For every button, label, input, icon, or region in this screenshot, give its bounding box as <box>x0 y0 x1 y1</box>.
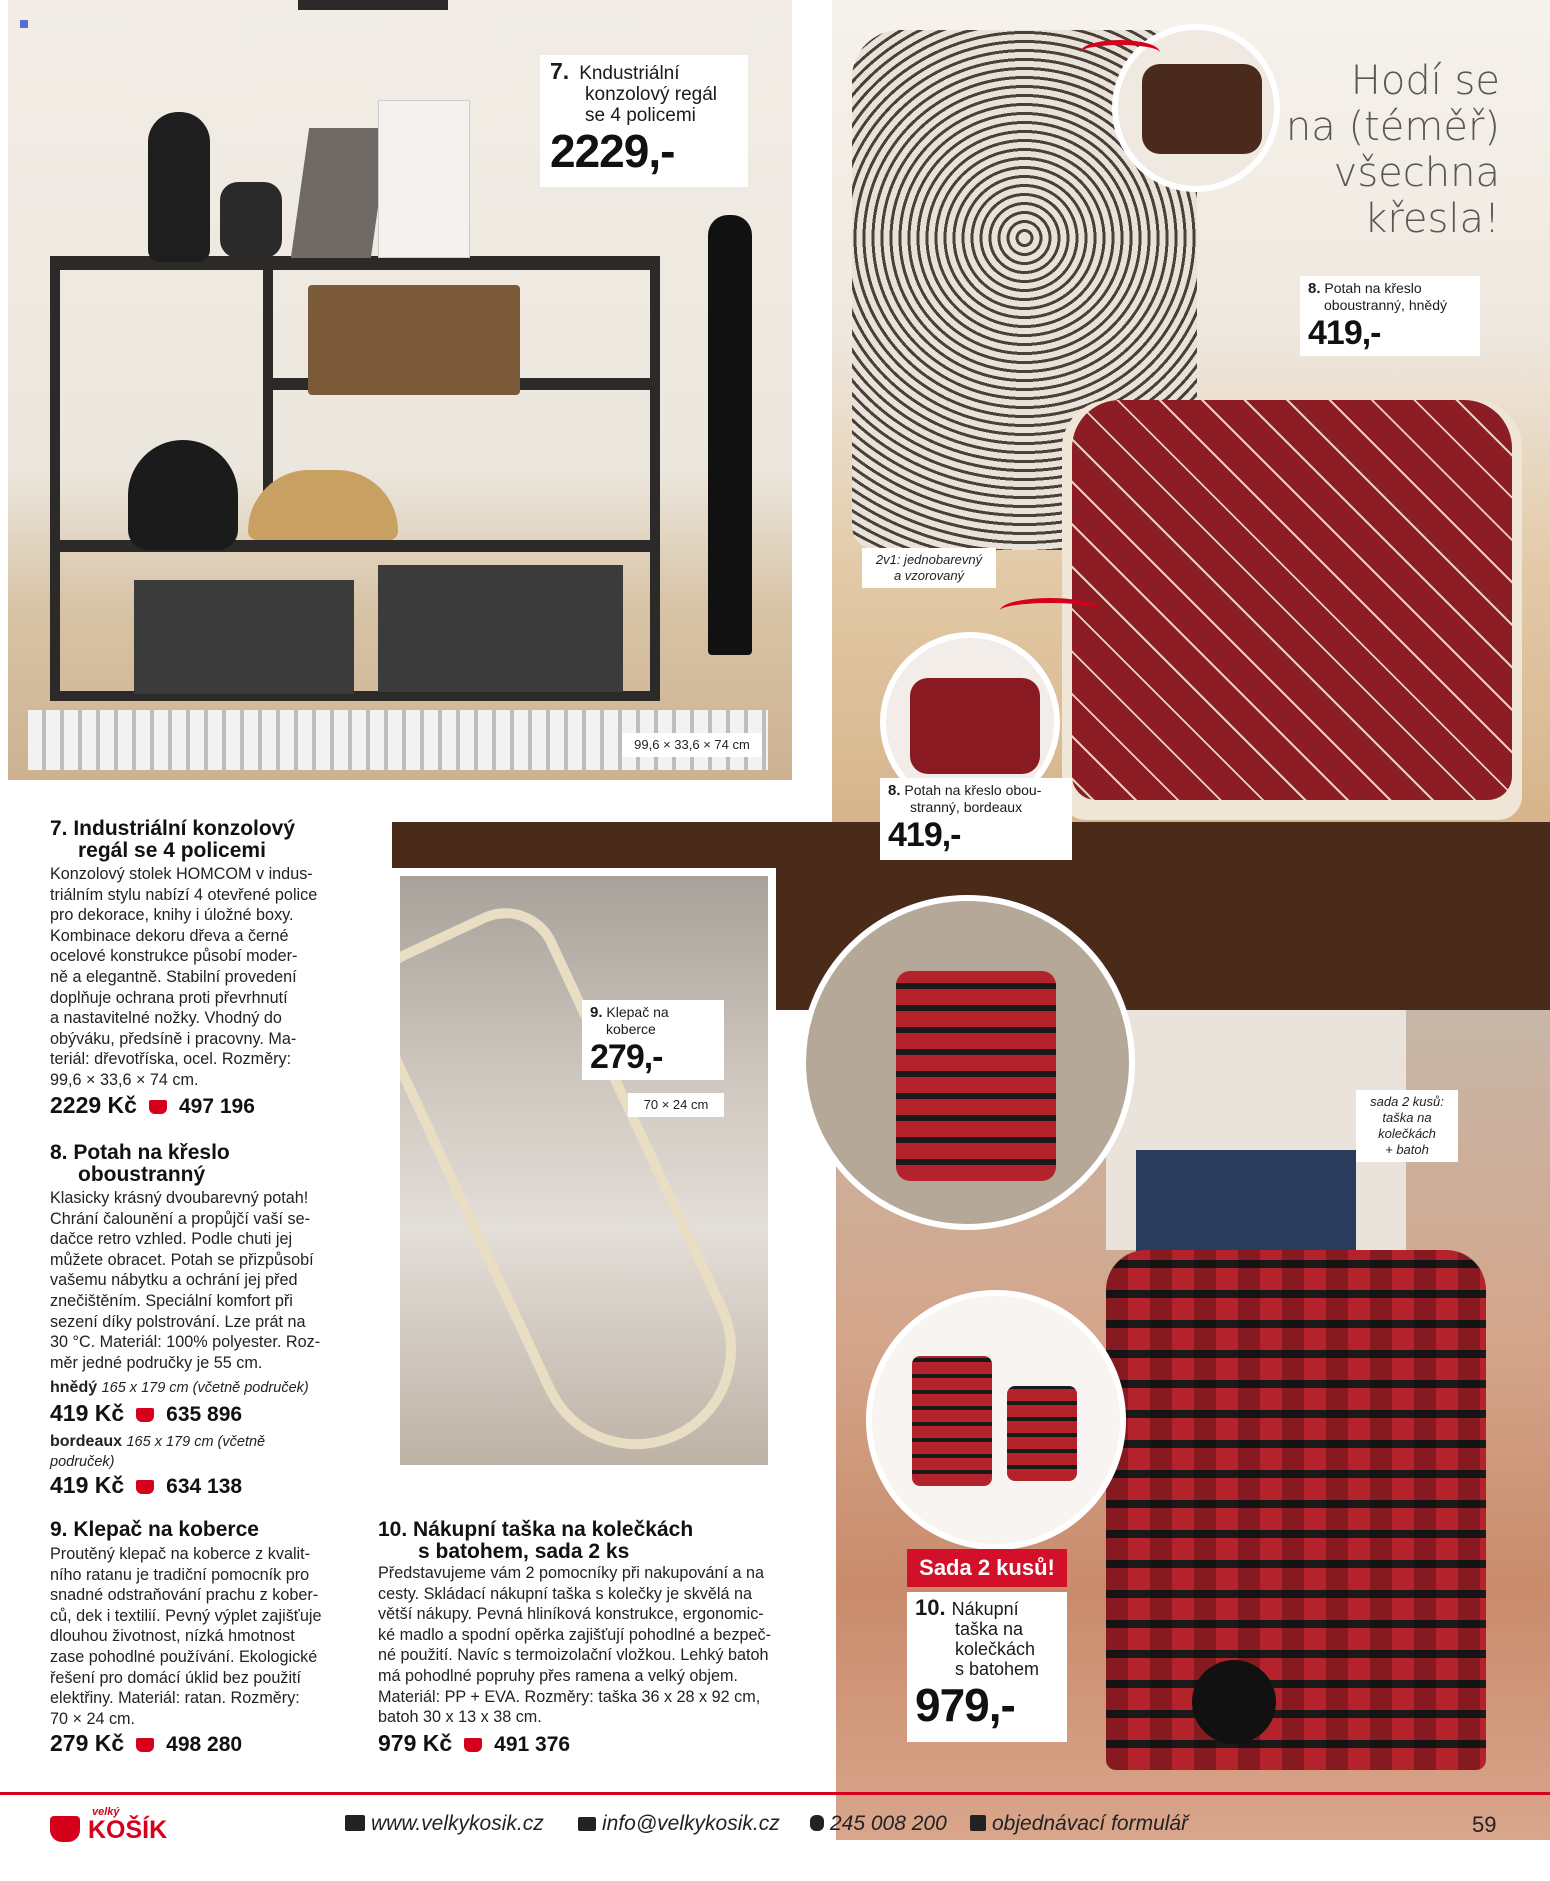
cart-icon[interactable] <box>464 1738 482 1752</box>
footer-divider <box>0 1792 1550 1795</box>
label-number: 8. <box>1308 280 1321 297</box>
text-line: doplňuje ochrana proti převrhnutí <box>50 988 288 1007</box>
monitor-icon <box>345 1815 365 1831</box>
tagline-line: křesla! <box>1364 196 1500 242</box>
label-name-line: konzolový regál <box>585 84 718 105</box>
backpack-inset <box>800 895 1135 1230</box>
text-line: obýváku, předsíně i pracovny. Ma- <box>50 1029 297 1048</box>
heading-line: 9. Klepač na koberce <box>50 1518 259 1541</box>
heading-line: 10. Nákupní taška na kolečkách <box>378 1518 694 1541</box>
trolley-mini <box>912 1356 992 1486</box>
tagline-line: na (téměř) <box>1285 104 1500 150</box>
shelf-dimensions: 99,6 × 33,6 × 74 cm <box>622 733 762 757</box>
label-number: 7. <box>550 58 570 84</box>
variant-size: 165 x 179 cm (včetně <box>126 1434 266 1450</box>
velky-kosik-logo[interactable] <box>50 1806 170 1850</box>
label-name-line: Nákupní <box>951 1599 1019 1619</box>
text-line: né použití. Navíc s termoizolační vložkou. Lehký batoh <box>378 1646 769 1665</box>
text-line: Materiál: PP + EVA. Rozměry: taška 36 x 28 x 92 cm, <box>378 1687 761 1706</box>
label-name-line: se 4 policemi <box>585 105 696 126</box>
text-line: Představujeme vám 2 pomocníky při nakupování a na <box>378 1564 765 1582</box>
heading-line: regál se 4 policemi <box>78 839 266 862</box>
beater-price-label <box>582 1000 724 1080</box>
product-description <box>50 864 350 1091</box>
trolley-price-label <box>907 1592 1067 1742</box>
carpet-beater <box>392 890 769 1473</box>
label-name-line: oboustranný, hnědý <box>1324 297 1447 313</box>
text-line: Klasicky krásný dvoubarevný potah! <box>50 1189 309 1207</box>
product-price <box>50 1730 242 1757</box>
order-code: 634 138 <box>166 1475 243 1498</box>
trolley-set-inset <box>866 1290 1126 1550</box>
label-name-line: s batohem <box>955 1659 1040 1679</box>
text-line: 99,6 × 33,6 × 74 cm. <box>50 1070 199 1089</box>
bordeaux-cover <box>910 678 1040 774</box>
product-description <box>50 1544 350 1729</box>
cart-icon[interactable] <box>136 1480 154 1494</box>
text-line: Kombinace dekoru dřeva a černé <box>50 926 289 945</box>
label-name-line: Kndustriální <box>579 63 680 84</box>
variant-bordeaux <box>50 1432 265 1472</box>
text-line: elektřiny. Materiál: ratan. Rozměry: <box>50 1689 300 1708</box>
handbag <box>128 440 238 550</box>
set-note <box>1356 1090 1458 1162</box>
text-line: snadné odstraňování prachu z kober- <box>50 1586 319 1605</box>
text-line: vašemu nábytku a ochrání jej před <box>50 1271 298 1290</box>
heading-line: s batohem, sada 2 ks <box>418 1540 630 1563</box>
price: 419 Kč <box>50 1400 125 1426</box>
note-line: kolečkách <box>1378 1126 1436 1141</box>
label-price: 419,- <box>888 816 961 854</box>
label-name-line: Potah na křeslo obou- <box>904 782 1042 798</box>
tagline <box>1286 58 1500 242</box>
variant-name: bordeaux <box>50 1433 123 1450</box>
label-price: 419,- <box>1308 314 1381 352</box>
product-heading <box>50 1519 259 1541</box>
text-line: cesty. Skládací nákupní taška s kolečky je skvělá na <box>378 1584 752 1603</box>
trolley-wheel <box>1192 1660 1276 1744</box>
text-line: a nastavitelné nožky. Vhodný do <box>50 1009 282 1028</box>
shelf-price-label <box>540 55 748 187</box>
two-in-one-note <box>862 548 996 588</box>
beater-dimensions: 70 × 24 cm <box>628 1093 724 1117</box>
page-number: 59 <box>1472 1812 1497 1837</box>
face-vase <box>148 112 210 262</box>
swap-arrow-icon <box>1080 40 1160 65</box>
book <box>291 128 389 258</box>
label-name-line: Potah na křeslo <box>1324 280 1422 296</box>
text-line: měr jedné područky je 55 cm. <box>50 1353 263 1372</box>
order-code: 498 280 <box>166 1733 243 1756</box>
basket <box>308 285 520 395</box>
text-line: sezení díky polstrování. Lze prát na <box>50 1312 306 1331</box>
text-line: Proutěný klepač na koberce z kvalit- <box>50 1545 311 1563</box>
text-line: můžete obracet. Potah se přizpůsobí <box>50 1250 314 1269</box>
heading-line: 7. Industriální konzolový <box>50 817 296 840</box>
text-line: ocelové konstrukce působí moder- <box>50 947 298 966</box>
heading-line: 8. Potah na křeslo <box>50 1141 230 1164</box>
storage-box <box>134 580 354 694</box>
swap-arrow-icon <box>1000 598 1100 623</box>
order-form-link[interactable]: objednávací formulář <box>992 1812 1189 1835</box>
label-price: 979,- <box>915 1679 1015 1731</box>
text-line: ně a elegantně. Stabilní provedení <box>50 967 297 986</box>
note-line: + batoh <box>1385 1142 1429 1157</box>
brown-cover-price-label <box>1300 276 1480 356</box>
product-price <box>50 1400 242 1427</box>
product-price <box>378 1730 570 1757</box>
note-line: sada 2 kusů: <box>1370 1094 1444 1109</box>
product-description <box>50 1188 350 1373</box>
label-number: 10. <box>915 1595 946 1620</box>
label-name-line: taška na <box>955 1619 1024 1639</box>
variant-brown <box>50 1378 309 1398</box>
variant-name: hnědý <box>50 1379 98 1396</box>
backpack-mini <box>1007 1386 1077 1481</box>
price: 979 Kč <box>378 1730 453 1756</box>
note-line: taška na <box>1382 1110 1432 1125</box>
price: 2229 Kč <box>50 1092 137 1118</box>
label-number: 9. <box>590 1004 603 1021</box>
text-line: teriál: dřevotříska, ocel. Rozměry: <box>50 1050 292 1069</box>
tagline-line: všechna <box>1333 150 1500 196</box>
price: 419 Kč <box>50 1472 125 1498</box>
text-line: pro dekorace, knihy i úložné boxy. <box>50 906 294 925</box>
label-price: 2229,- <box>550 125 675 177</box>
corner-mark <box>20 20 28 28</box>
text-line: má pohodlné popruhy přes ramena a velký objem. <box>378 1666 738 1685</box>
text-line: triálním stylu nabízí 4 otevřené police <box>50 885 318 904</box>
text-line: 30 °C. Materiál: 100% polyester. Roz- <box>50 1333 321 1352</box>
logo-text: KOŠÍK <box>88 1816 168 1844</box>
text-line: Konzolový stolek HOMCOM v indus- <box>50 865 313 883</box>
label-name-line: kolečkách <box>955 1639 1036 1659</box>
order-code: 497 196 <box>178 1095 255 1118</box>
note-line: a vzorovaný <box>893 568 965 583</box>
text-line: řešení pro domácí úklid bez použití <box>50 1668 302 1687</box>
order-code: 491 376 <box>494 1733 571 1756</box>
variant-size: 165 x 179 cm (včetně područek) <box>101 1380 309 1396</box>
set-badge: Sada 2 kusů! <box>907 1549 1067 1587</box>
text-line: dlouhou životnost, nízká hmotnost <box>50 1627 295 1646</box>
cart-icon[interactable] <box>136 1408 154 1422</box>
price: 279 Kč <box>50 1730 125 1756</box>
shopping-trolley-bag <box>1106 1250 1486 1770</box>
face-vase <box>220 182 282 258</box>
product-heading <box>50 1142 230 1186</box>
note-line: 2v1: jednobarevný <box>875 552 983 567</box>
text-line: ního ratanu je tradiční pomocník pro <box>50 1565 310 1584</box>
text-line: batoh 30 x 13 x 38 cm. <box>378 1708 542 1727</box>
label-name-line: stranný, bordeaux <box>910 799 1023 815</box>
umbrella <box>708 215 752 655</box>
label-number: 8. <box>888 782 901 799</box>
text-line: Chrání čalounění a propůjčí vaší se- <box>50 1209 311 1228</box>
text-line: 70 × 24 cm. <box>50 1709 136 1728</box>
form-icon <box>970 1815 986 1831</box>
cart-icon[interactable] <box>136 1738 154 1752</box>
label-price: 279,- <box>590 1038 663 1076</box>
book <box>378 100 470 258</box>
logo-text-small: velký <box>92 1806 120 1818</box>
armchair-bordeaux-cover <box>1072 400 1512 800</box>
text-line: ců, dek i textilií. Pevný výplet zajišťuje <box>50 1606 322 1625</box>
text-line: znečištěním. Speciální komfort při <box>50 1291 293 1310</box>
footer-phone[interactable] <box>810 1812 947 1836</box>
product-description <box>378 1563 798 1728</box>
storage-box <box>378 565 623 692</box>
text-line: větší nákupy. Pevná hliníková konstrukce, ergonomic- <box>378 1605 764 1624</box>
brown-cover <box>1142 64 1262 154</box>
tagline-line: Hodí se <box>1350 58 1500 104</box>
footer-web[interactable] <box>345 1812 544 1836</box>
label-name-line: Klepač na <box>606 1004 669 1020</box>
text-line: dačce retro vzhled. Podle chuti jej <box>50 1230 293 1249</box>
phone-icon <box>810 1815 824 1831</box>
cart-icon[interactable] <box>149 1100 167 1114</box>
carpet-beater-photo <box>392 868 776 1473</box>
footer-email[interactable] <box>578 1812 780 1836</box>
product-heading <box>378 1519 693 1563</box>
heading-line: oboustranný <box>78 1163 206 1186</box>
product-price <box>50 1472 242 1499</box>
bordeaux-cover-price-label <box>880 778 1072 860</box>
text-line: ké madlo a spodní opěrka zajišťují pohodlné a bezpeč- <box>378 1625 772 1644</box>
product-price <box>50 1092 255 1119</box>
order-code: 635 896 <box>166 1403 243 1426</box>
product-heading <box>50 818 295 862</box>
label-name-line: koberce <box>606 1021 656 1037</box>
backpack <box>896 971 1056 1181</box>
envelope-icon <box>578 1817 596 1831</box>
footer-order-form[interactable] <box>970 1812 1188 1836</box>
web-link[interactable]: www.velkykosik.cz <box>371 1812 544 1835</box>
text-line: zase pohodlné používání. Ekologické <box>50 1647 318 1666</box>
variant-size: područek) <box>50 1454 115 1470</box>
email-link[interactable]: info@velkykosik.cz <box>602 1812 780 1835</box>
phone-number[interactable]: 245 008 200 <box>830 1812 947 1835</box>
basket-logo-icon <box>50 1816 80 1842</box>
picture-frame-decor <box>298 0 448 10</box>
